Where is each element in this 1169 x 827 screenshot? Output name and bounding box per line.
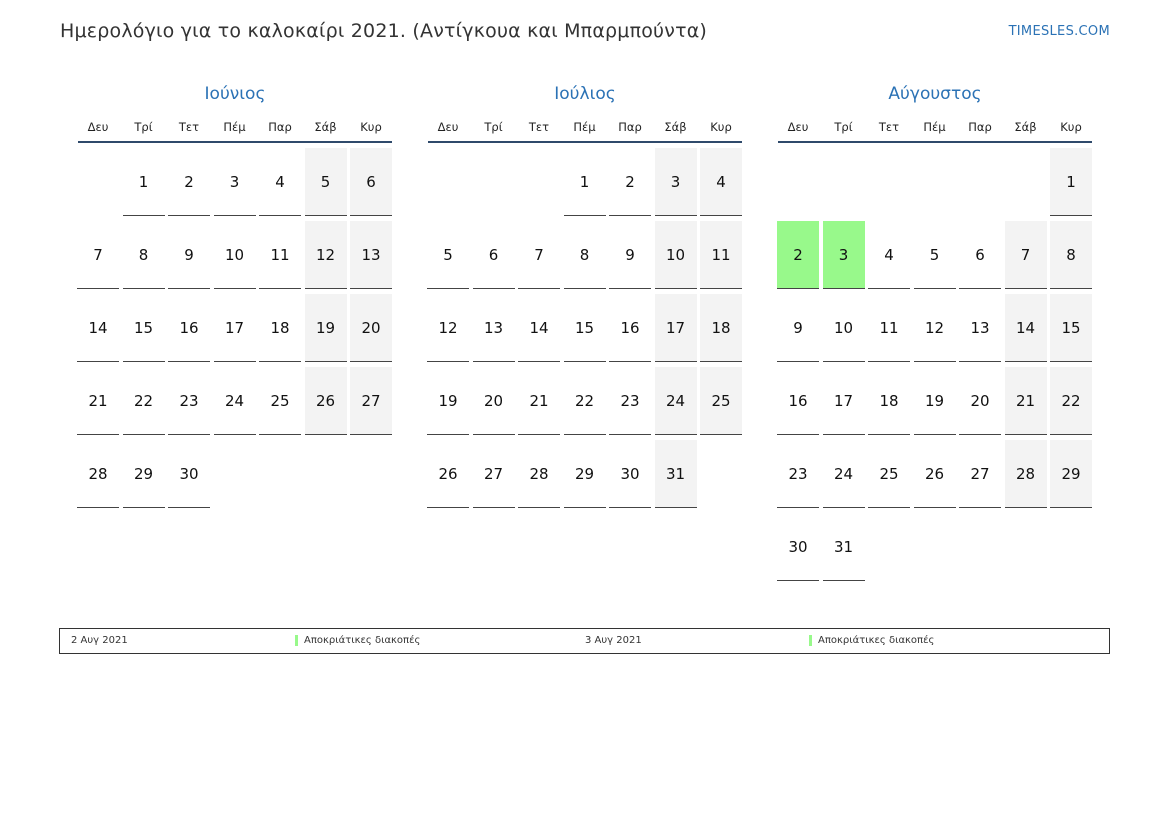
weekday-label: Κυρ <box>360 120 382 134</box>
day-cell: 5 <box>305 148 347 216</box>
legend-entry <box>809 629 934 652</box>
day-cell: 22 <box>564 367 606 435</box>
day-cell: 25 <box>259 367 301 435</box>
day-cell: 17 <box>823 367 865 435</box>
weekday-label: Σάβ <box>314 120 337 134</box>
day-cell: 4 <box>259 148 301 216</box>
month-title: Ιούνιος <box>204 84 266 104</box>
day-cell: 21 <box>77 367 119 435</box>
day-cell: 14 <box>77 294 119 362</box>
day-cell: 6 <box>350 148 392 216</box>
legend-date: 2 Αυγ 2021 <box>71 635 128 646</box>
day-cell: 29 <box>1050 440 1092 508</box>
holiday-color-marker <box>809 635 812 646</box>
day-cell: 12 <box>914 294 956 362</box>
day-cell: 19 <box>305 294 347 362</box>
legend-date: 3 Αυγ 2021 <box>585 635 642 646</box>
weekday-label: Παρ <box>968 120 992 134</box>
day-cell: 23 <box>609 367 651 435</box>
weekday-label: Παρ <box>618 120 642 134</box>
day-cell: 18 <box>700 294 742 362</box>
day-cell: 16 <box>609 294 651 362</box>
day-cell: 15 <box>564 294 606 362</box>
day-cell: 14 <box>1005 294 1047 362</box>
day-cell: 19 <box>427 367 469 435</box>
day-cell: 17 <box>214 294 256 362</box>
day-cell: 7 <box>518 221 560 289</box>
weekday-header <box>777 120 1093 142</box>
weekday-label: Δευ <box>787 120 809 134</box>
day-cell: 13 <box>473 294 515 362</box>
day-cell: 20 <box>473 367 515 435</box>
day-cell: 22 <box>1050 367 1092 435</box>
day-cell: 28 <box>77 440 119 508</box>
day-cell: 24 <box>823 440 865 508</box>
legend-entry <box>295 629 420 652</box>
day-cell: 9 <box>777 294 819 362</box>
day-cell: 31 <box>655 440 697 508</box>
month-title: Ιούλιος <box>554 84 616 104</box>
weekday-label: Παρ <box>268 120 292 134</box>
day-cell: 2 <box>777 221 819 289</box>
day-cell: 19 <box>914 367 956 435</box>
day-cell: 13 <box>350 221 392 289</box>
weekday-label: Τρί <box>134 120 153 134</box>
day-cell: 25 <box>868 440 910 508</box>
day-cell: 20 <box>959 367 1001 435</box>
day-cell: 10 <box>823 294 865 362</box>
day-cell: 7 <box>1005 221 1047 289</box>
brand-link[interactable]: TIMESLES.COM <box>1008 24 1110 39</box>
day-cell: 6 <box>959 221 1001 289</box>
day-cell: 3 <box>214 148 256 216</box>
day-cell: 30 <box>777 513 819 581</box>
weekday-label: Κυρ <box>1060 120 1082 134</box>
day-cell: 20 <box>350 294 392 362</box>
day-cell: 30 <box>609 440 651 508</box>
day-cell: 28 <box>1005 440 1047 508</box>
day-cell: 11 <box>259 221 301 289</box>
weekday-label: Δευ <box>87 120 109 134</box>
day-cell: 1 <box>123 148 165 216</box>
weekday-label: Σάβ <box>1014 120 1037 134</box>
day-cell: 25 <box>700 367 742 435</box>
weekday-header <box>427 120 743 142</box>
day-cell: 10 <box>655 221 697 289</box>
legend-label: Αποκριάτικες διακοπές <box>818 635 935 646</box>
weekday-header <box>77 120 393 142</box>
day-cell: 29 <box>564 440 606 508</box>
day-cell: 30 <box>168 440 210 508</box>
day-cell: 8 <box>1050 221 1092 289</box>
month-title: Αύγουστος <box>888 84 982 104</box>
day-cell: 26 <box>305 367 347 435</box>
weekday-label: Δευ <box>437 120 459 134</box>
day-cell: 18 <box>259 294 301 362</box>
page-title: Ημερολόγιο για το καλοκαίρι 2021. (Αντίγκουα και Μπαρμπούντα) <box>60 20 708 42</box>
weekday-label: Πέμ <box>923 120 946 134</box>
day-cell: 3 <box>655 148 697 216</box>
day-cell: 12 <box>305 221 347 289</box>
day-cell: 24 <box>655 367 697 435</box>
day-cell: 29 <box>123 440 165 508</box>
weekday-label: Πέμ <box>223 120 246 134</box>
day-cell: 18 <box>868 367 910 435</box>
day-cell: 5 <box>914 221 956 289</box>
weekday-label: Σάβ <box>664 120 687 134</box>
day-cell: 13 <box>959 294 1001 362</box>
day-cell: 7 <box>77 221 119 289</box>
day-cell: 26 <box>914 440 956 508</box>
day-cell: 11 <box>700 221 742 289</box>
day-cell: 27 <box>350 367 392 435</box>
holiday-legend <box>59 628 1110 654</box>
day-cell: 27 <box>473 440 515 508</box>
day-cell: 16 <box>777 367 819 435</box>
day-cell: 22 <box>123 367 165 435</box>
day-cell: 2 <box>609 148 651 216</box>
day-cell: 4 <box>700 148 742 216</box>
day-grid <box>777 148 1093 588</box>
day-cell: 10 <box>214 221 256 289</box>
weekday-label: Τρί <box>834 120 853 134</box>
day-cell: 4 <box>868 221 910 289</box>
weekday-label: Κυρ <box>710 120 732 134</box>
day-cell: 24 <box>214 367 256 435</box>
day-cell: 12 <box>427 294 469 362</box>
day-grid <box>427 148 743 588</box>
day-grid <box>77 148 393 588</box>
weekday-label: Τετ <box>178 120 200 134</box>
day-cell: 23 <box>777 440 819 508</box>
day-cell: 15 <box>1050 294 1092 362</box>
day-cell: 1 <box>1050 148 1092 216</box>
day-cell: 23 <box>168 367 210 435</box>
day-cell: 27 <box>959 440 1001 508</box>
day-cell: 17 <box>655 294 697 362</box>
day-cell: 21 <box>518 367 560 435</box>
weekday-label: Τρί <box>484 120 503 134</box>
holiday-color-marker <box>295 635 298 646</box>
day-cell: 16 <box>168 294 210 362</box>
day-cell: 9 <box>609 221 651 289</box>
day-cell: 8 <box>564 221 606 289</box>
weekday-label: Πέμ <box>573 120 596 134</box>
day-cell: 14 <box>518 294 560 362</box>
day-cell: 15 <box>123 294 165 362</box>
day-cell: 2 <box>168 148 210 216</box>
day-cell: 21 <box>1005 367 1047 435</box>
legend-label: Αποκριάτικες διακοπές <box>304 635 421 646</box>
weekday-label: Τετ <box>878 120 900 134</box>
day-cell: 9 <box>168 221 210 289</box>
day-cell: 11 <box>868 294 910 362</box>
day-cell: 31 <box>823 513 865 581</box>
weekday-label: Τετ <box>528 120 550 134</box>
day-cell: 26 <box>427 440 469 508</box>
day-cell: 8 <box>123 221 165 289</box>
day-cell: 6 <box>473 221 515 289</box>
day-cell: 1 <box>564 148 606 216</box>
day-cell: 28 <box>518 440 560 508</box>
day-cell: 3 <box>823 221 865 289</box>
day-cell: 5 <box>427 221 469 289</box>
